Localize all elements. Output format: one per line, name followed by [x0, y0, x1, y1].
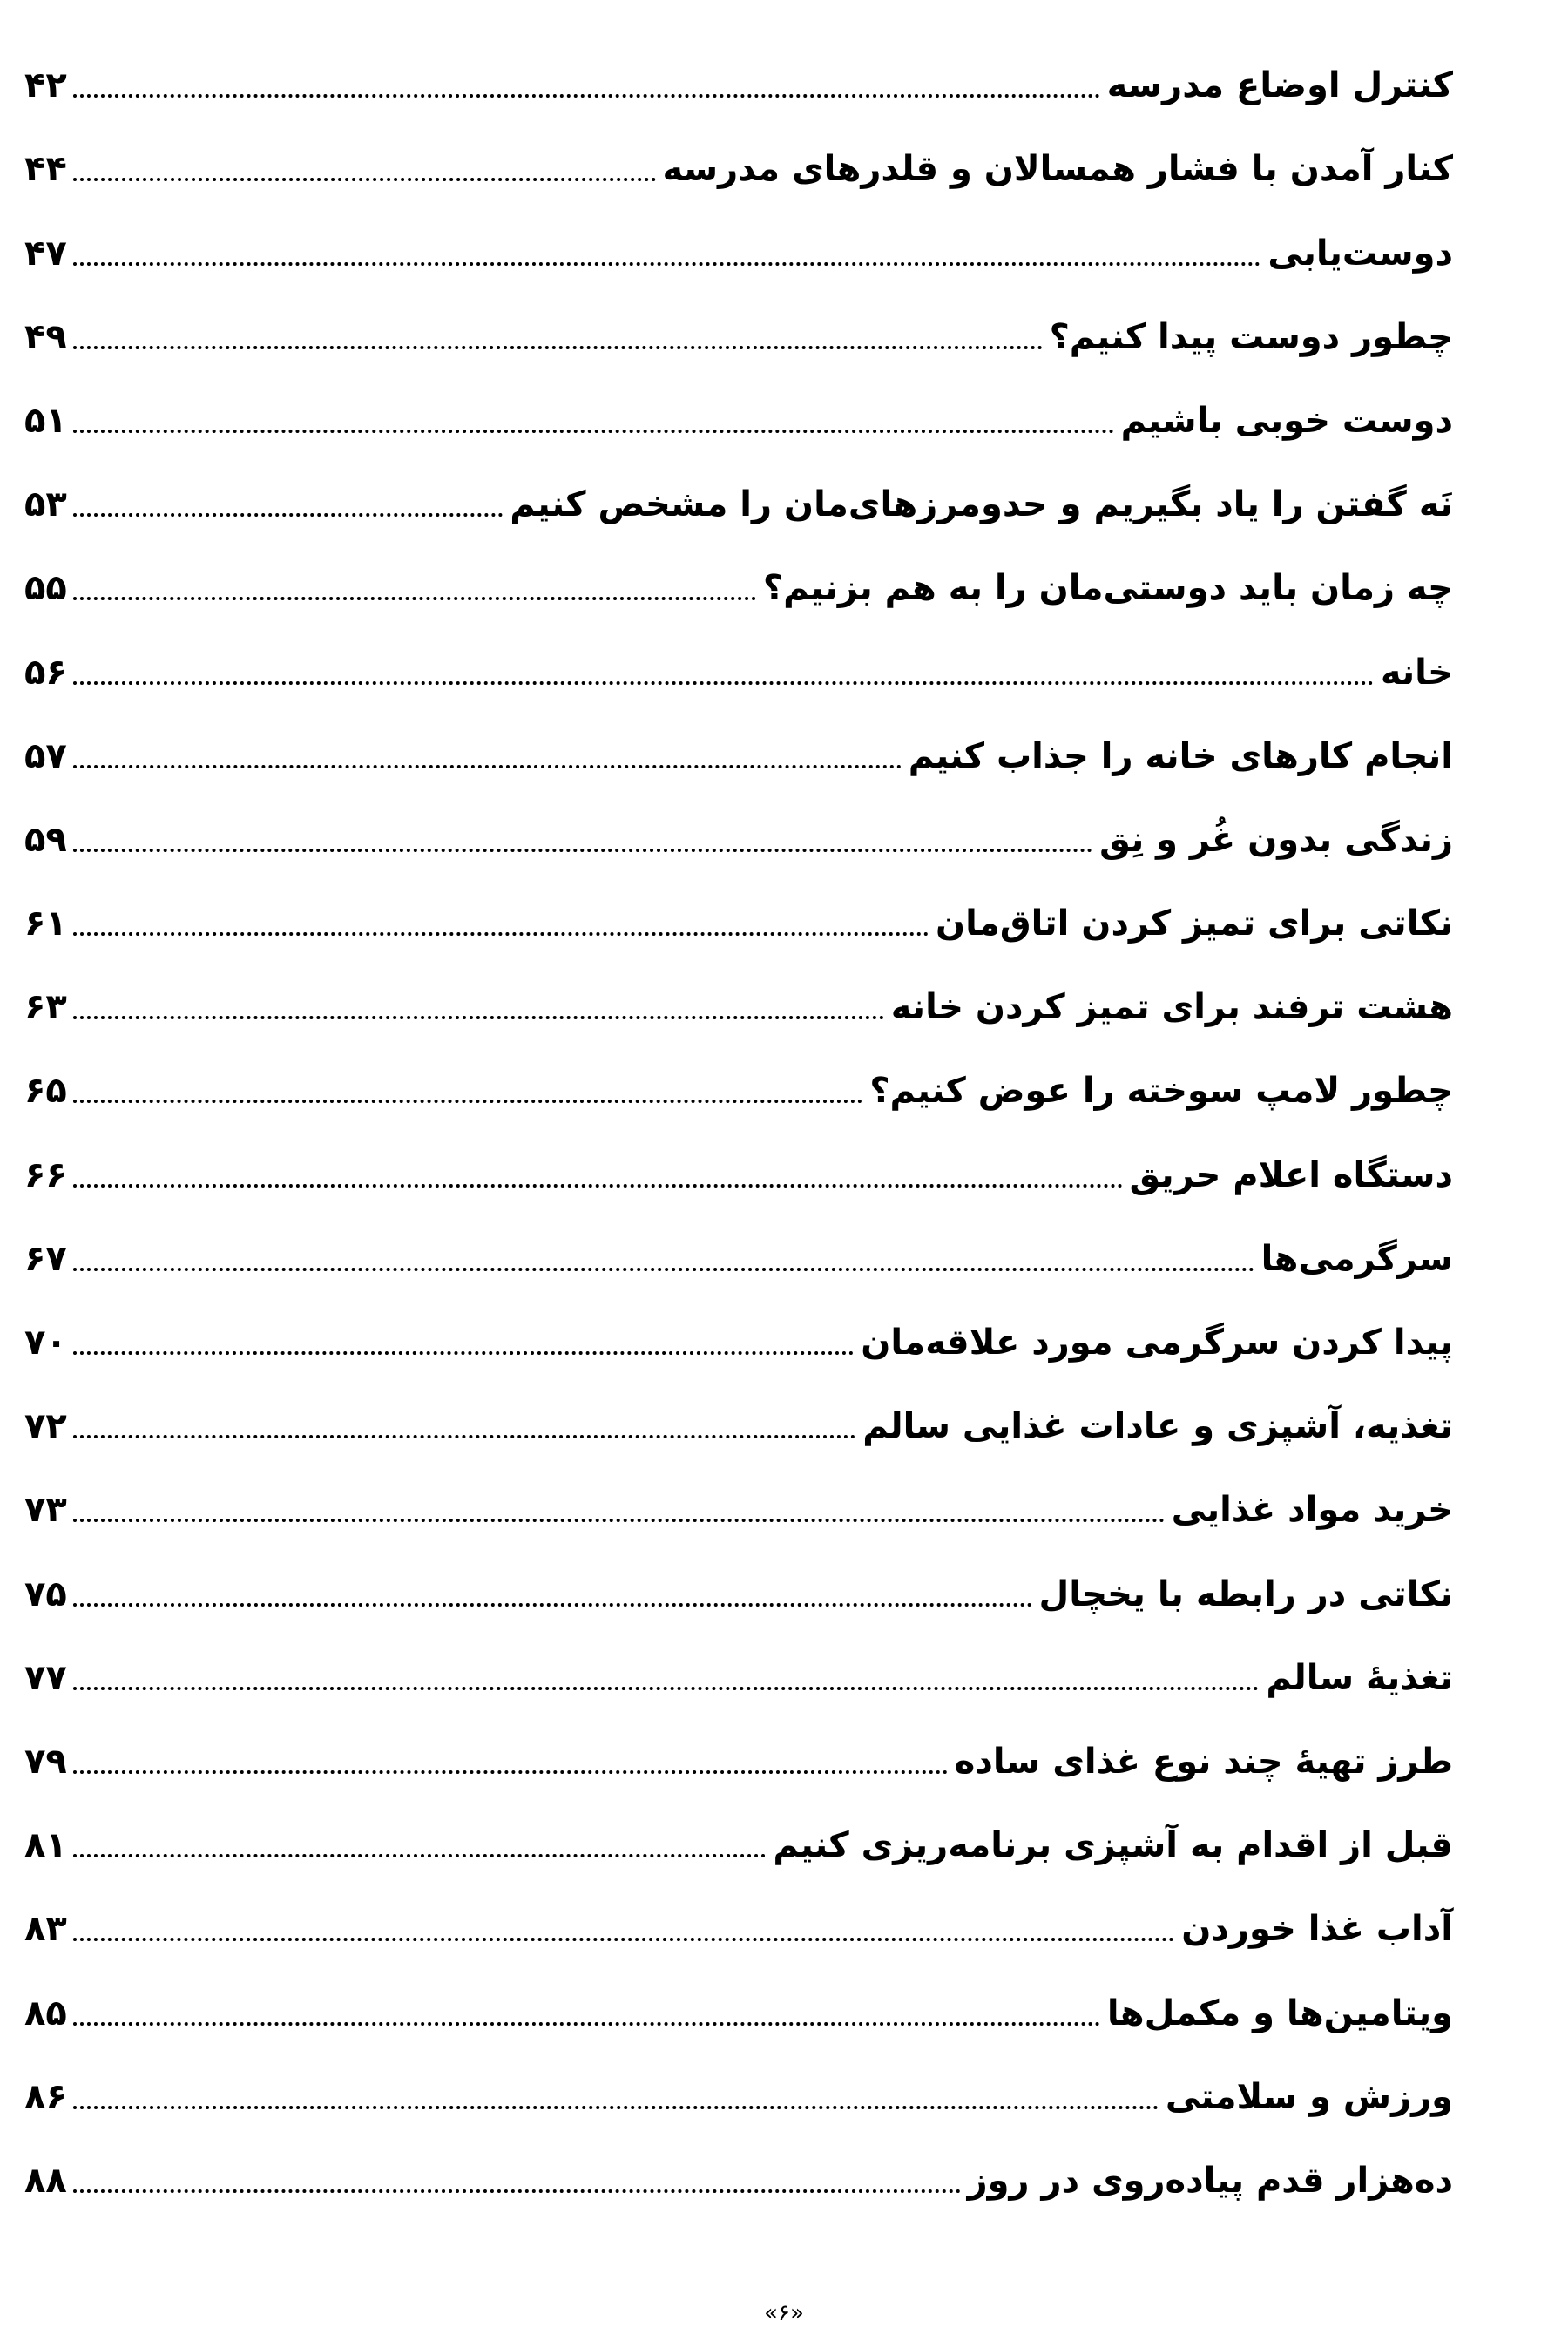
toc-title: پیدا کردن سرگرمی مورد علاقه‌مان — [861, 1323, 1453, 1363]
toc-page-number: ۶۷ — [24, 1238, 67, 1279]
toc-title: چه زمان باید دوستی‌مان را به هم بزنیم؟ — [762, 568, 1453, 609]
toc-title: زندگی بدون غُر و نِق — [1099, 819, 1453, 860]
toc-entry[interactable] — [24, 545, 1453, 628]
toc-entry[interactable] — [24, 1466, 1453, 1550]
dot-leader — [73, 1687, 1259, 1690]
toc-entry[interactable] — [24, 796, 1453, 880]
toc-page-number: ۴۹ — [24, 316, 67, 357]
toc-title: قبل از اقدام به آشپزی برنامه‌ریزی کنیم — [773, 1825, 1453, 1866]
dot-leader — [73, 513, 503, 517]
toc-title: کنترل اوضاع مدرسه — [1106, 65, 1453, 106]
toc-page-number: ۷۰ — [24, 1323, 67, 1363]
toc-page-number: ۷۲ — [24, 1406, 67, 1447]
toc-page-number: ۶۳ — [24, 987, 67, 1028]
dot-leader — [73, 1603, 1032, 1607]
dot-leader — [73, 1435, 855, 1438]
toc-entry[interactable] — [24, 964, 1453, 1047]
toc-entry[interactable] — [24, 1885, 1453, 1969]
toc-title: چطور دوست پیدا کنیم؟ — [1049, 316, 1453, 357]
toc-page-number: ۷۹ — [24, 1741, 67, 1782]
toc-entry[interactable] — [24, 125, 1453, 209]
dot-leader — [73, 1268, 1254, 1271]
toc-entry[interactable] — [24, 294, 1453, 377]
toc-title: خانه — [1380, 652, 1453, 693]
toc-entry[interactable] — [24, 880, 1453, 964]
toc-entry[interactable] — [24, 377, 1453, 461]
toc-page-number: ۸۳ — [24, 1909, 67, 1950]
dot-leader — [73, 1100, 862, 1103]
dot-leader — [73, 178, 656, 181]
toc-entry[interactable] — [24, 2137, 1453, 2221]
dot-leader — [73, 849, 1092, 852]
toc-title: چطور لامپ سوخته را عوض کنیم؟ — [869, 1071, 1453, 1112]
dot-leader — [73, 1938, 1174, 1941]
dot-leader — [73, 1184, 1123, 1188]
toc-entry[interactable] — [24, 628, 1453, 712]
dot-leader — [73, 2022, 1100, 2026]
toc-title: دستگاه اعلام حریق — [1129, 1154, 1453, 1195]
toc-page-number: ۵۱ — [24, 400, 67, 441]
toc-entry[interactable] — [24, 209, 1453, 293]
toc-entry[interactable] — [24, 1802, 1453, 1885]
toc-entry[interactable] — [24, 1047, 1453, 1131]
dot-leader — [73, 94, 1100, 98]
toc-page-number: ۶۵ — [24, 1071, 67, 1112]
dot-leader — [73, 346, 1043, 349]
toc-entry[interactable] — [24, 1718, 1453, 1802]
toc-page-number: ۸۸ — [24, 2160, 67, 2201]
dot-leader — [73, 430, 1114, 433]
toc-entry[interactable] — [24, 2054, 1453, 2137]
toc-title: خرید مواد غذایی — [1171, 1490, 1453, 1531]
dot-leader — [73, 2106, 1159, 2109]
dot-leader — [73, 1016, 884, 1019]
toc-page-number: ۴۲ — [24, 65, 67, 106]
toc-title: تغذیه، آشپزی و عادات غذایی سالم — [862, 1406, 1453, 1447]
toc-entry[interactable] — [24, 1215, 1453, 1299]
toc-entry[interactable] — [24, 713, 1453, 796]
toc-entry[interactable] — [24, 1969, 1453, 2053]
toc-page-number: ۷۵ — [24, 1573, 67, 1614]
dot-leader — [73, 1854, 766, 1857]
toc-entry[interactable] — [24, 461, 1453, 545]
table-of-contents — [24, 42, 1453, 2221]
toc-title: نکاتی در رابطه با یخچال — [1038, 1573, 1453, 1614]
toc-entry[interactable] — [24, 1550, 1453, 1634]
toc-page-number: ۴۴ — [24, 149, 67, 190]
toc-page-number: ۸۵ — [24, 1993, 67, 2033]
dot-leader — [73, 2189, 961, 2193]
toc-page-number: ۶۶ — [24, 1154, 67, 1195]
dot-leader — [73, 681, 1374, 685]
toc-title: طرز تهیهٔ چند نوع غذای ساده — [954, 1741, 1453, 1782]
toc-entry[interactable] — [24, 1299, 1453, 1383]
toc-entry[interactable] — [24, 1383, 1453, 1466]
dot-leader — [73, 1351, 854, 1355]
toc-page-number: ۵۶ — [24, 652, 67, 693]
toc-title: هشت ترفند برای تمیز کردن خانه — [890, 987, 1453, 1028]
toc-entry[interactable] — [24, 1634, 1453, 1718]
toc-page-number: ۵۷ — [24, 735, 67, 776]
dot-leader — [73, 1770, 948, 1774]
toc-title: آداب غذا خوردن — [1181, 1909, 1453, 1950]
toc-title: تغذیهٔ سالم — [1266, 1657, 1453, 1698]
toc-page-number: ۷۷ — [24, 1657, 67, 1698]
toc-title: ویتامین‌ها و مکمل‌ها — [1106, 1993, 1453, 2033]
toc-title: نَه گفتن را یاد بگیریم و حدومرزهای‌مان را مشخص کنیم — [510, 484, 1453, 525]
toc-entry[interactable] — [24, 1131, 1453, 1215]
toc-title: دوست خوبی باشیم — [1120, 400, 1453, 441]
toc-page-number: ۴۷ — [24, 233, 67, 274]
toc-title: دوست‌یابی — [1267, 233, 1453, 274]
dot-leader — [73, 262, 1260, 266]
toc-title: کنار آمدن با فشار همسالان و قلدرهای مدرسه — [662, 149, 1453, 190]
toc-page-number: ۸۱ — [24, 1825, 67, 1866]
toc-page-number: ۸۶ — [24, 2076, 67, 2117]
toc-entry[interactable] — [24, 42, 1453, 125]
toc-title: ده‌هزار قدم پیاده‌روی در روز — [967, 2160, 1453, 2201]
dot-leader — [73, 765, 902, 768]
footer-page-number: «۶» — [764, 2300, 804, 2326]
toc-title: سرگرمی‌ها — [1260, 1238, 1453, 1279]
toc-page-number: ۵۵ — [24, 568, 67, 609]
dot-leader — [73, 1519, 1165, 1522]
toc-title: نکاتی برای تمیز کردن اتاق‌مان — [935, 903, 1453, 944]
toc-title: ورزش و سلامتی — [1165, 2076, 1453, 2117]
toc-page-number: ۵۳ — [24, 484, 67, 525]
toc-page-number: ۵۹ — [24, 819, 67, 860]
dot-leader — [73, 597, 756, 600]
toc-page-number: ۶۱ — [24, 903, 67, 944]
toc-page-number: ۷۳ — [24, 1490, 67, 1531]
toc-title: انجام کارهای خانه را جذاب کنیم — [908, 735, 1453, 776]
dot-leader — [73, 932, 929, 936]
